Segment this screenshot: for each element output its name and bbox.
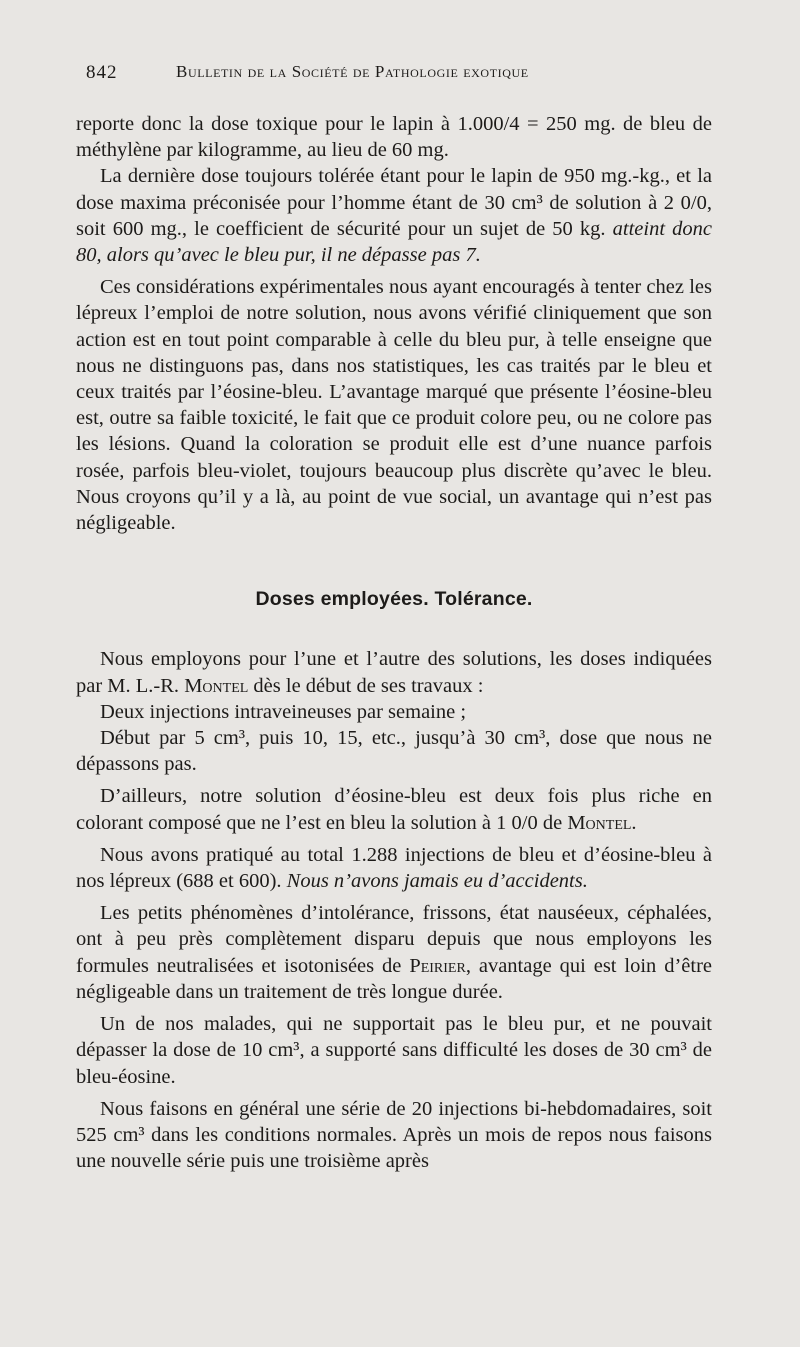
paragraph-11: Nous faisons en général une série de 20 injections bi-hebdomadaires, soit 525 cm³ dans les conditions normales. Après un mois de repos nous faisons une nouvelle série puis une troisième après (76, 1097, 712, 1173)
section-heading: Doses employées. Tolérance. (255, 588, 533, 611)
page-header (86, 62, 726, 92)
page-number: 842 (86, 62, 118, 83)
paragraph-4 (76, 646, 712, 698)
body-text (76, 111, 712, 1174)
paragraph-4-text-b: dès le début de ses travaux : (253, 674, 484, 697)
paragraph-10: Un de nos malades, qui ne supportait pas le bleu pur, et ne pouvait dépasser la dose de 10 cm³, a supporté sans difficulté les doses de 30 cm³ de bleu-éosine. (76, 1013, 712, 1088)
paragraph-5: Deux injections intraveineuses par semaine ; (100, 700, 467, 723)
paragraph-2 (76, 163, 712, 268)
paragraph-4-text-a: Nous employons pour l’une et l’autre des solutions, les doses indiquées par M. L.-R. (76, 648, 712, 697)
paragraph-8-text: Nous avons pratiqué au total 1.288 injections de bleu et d’éosine-bleu à nos lépreux (688 et 600). (76, 843, 712, 893)
paragraph-7 (76, 783, 712, 835)
paragraph-9-text-b: , avantage qui est loin d’être négligeable dans un traitement de très longue durée. (76, 954, 713, 1003)
paragraph-6: Début par 5 cm³, puis 10, 15, etc., jusqu’à 30 cm³, dose que nous ne dépassons pas. (76, 727, 712, 776)
paragraph-9-text-a: Les petits phénomènes d’intolérance, frissons, état nauséeux, céphalées, ont à peu près complètement disparu depuis que nous employons les formules neutralisées et isotonisées de (76, 902, 712, 977)
paragraph-2-text: La dernière dose toujours tolérée étant pour le lapin de 950 mg.-kg., et la dose maxima préconisée pour l’homme étant de 30 cm³ de solution à 2 0/0, soit 600 mg., le coefficient de sécurité pour un sujet de 50 kg. (76, 165, 712, 240)
paragraph-2-italic: atteint donc 80, alors qu’avec le bleu pur, il ne dépasse pas 7. (76, 217, 712, 267)
paragraph-7-text-a: D’ailleurs, notre solution d’éosine-bleu est deux fois plus riche en colorant composé que ne l’est en bleu la solution à 1 0/0 de (76, 785, 712, 834)
author-name-peirier: Peirier (409, 954, 466, 977)
paragraph-9 (76, 900, 712, 1005)
paragraph-1: reporte donc la dose toxique pour le lapin à 1.000/4 = 250 mg. de bleu de méthylène par kilogramme, au lieu de 60 mg. (76, 113, 712, 162)
running-title: Bulletin de la Société de Pathologie exotique (176, 62, 529, 81)
paragraph-8-italic: Nous n’avons jamais eu d’accidents. (286, 870, 588, 893)
author-name-montel-2: Montel (567, 811, 632, 834)
paragraph-3: Ces considérations expérimentales nous ayant encouragés à tenter chez les lépreux l’emploi de notre solution, nous avons vérifié cliniquement que son action est en tout point comparable à celle du bleu pur, à telle enseigne que nous ne distinguons pas, dans nos statistiques, les cas traités par le bleu et ceux traités par l’éosine-bleu. L’avantage marqué que présente l’éosine-bleu est, outre sa faible toxicité, le fait que ce produit colore peu, ou ne colore pas les lésions. Quand la coloration se produit elle est d’une nuance parfois rosée, parfois bleu-violet, toujours beaucoup plus discrète qu’avec le bleu. Nous croyons qu’il y a là, au point de vue social, un avantage qui n’est pas négligeable. (76, 276, 712, 535)
paragraph-8 (76, 842, 712, 894)
paragraph-7-text-b: . (631, 811, 637, 834)
author-name-montel: Montel (184, 674, 249, 697)
